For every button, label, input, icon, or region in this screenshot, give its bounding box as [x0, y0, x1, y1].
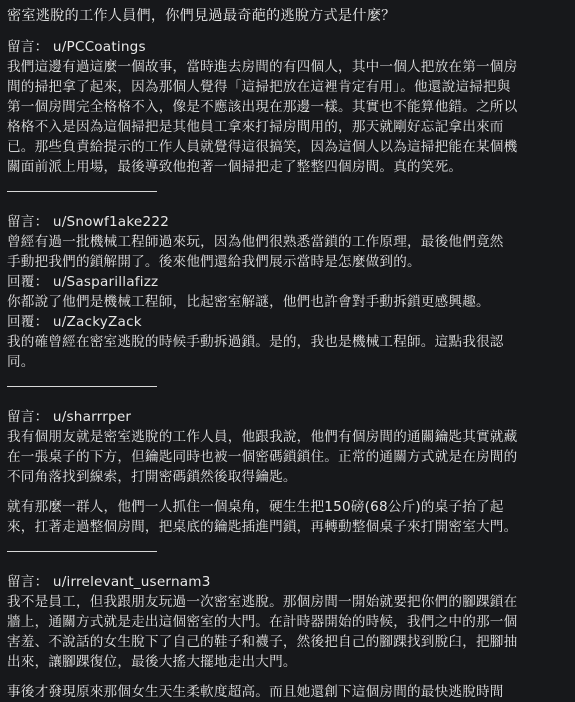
comment-body — [7, 592, 569, 672]
paragraph-gap — [7, 487, 569, 497]
comment-body — [7, 57, 569, 177]
text-line: 關面前派上用場，最後導致他抱著一個掃把走了整整四個房間。真的笑死。 — [7, 159, 463, 175]
comment-author: 留言： u/Snowf1ake222 — [7, 214, 170, 230]
text-line: 格格不入是因為這個掃把是其他員工拿來打掃房間用的，那天就剛好忘記拿出來而 — [7, 119, 504, 135]
comment-author: 留言： u/irrelevant_usernam3 — [7, 574, 211, 590]
reply-author: 回覆： u/Sasparillafizz — [7, 274, 159, 290]
text-line: 間的掃把拿了起來，因為那個人覺得「這掃把放在這裡肯定有用」。他還說這掃把與 — [7, 79, 511, 95]
text-line: 同。 — [7, 354, 35, 370]
text-line: 手動把我們的鎖解開了。後來他們還給我們展示當時是怎麼做到的。 — [7, 254, 421, 270]
text-line: 牆上，通關方式就是走出這個密室的大門。在計時器開始的時候，我們之中的那一個 — [7, 614, 518, 630]
comment-author: 留言： u/PCCoatings — [7, 39, 146, 55]
text-line: 事後才發現原來那個女生天生柔軟度超高。而且她還創下這個房間的最快逃脫時間 — [7, 684, 504, 700]
paragraph-gap — [7, 672, 569, 682]
text-line: 我的確曾經在密室逃脫的時候手動拆過鎖。是的，我也是機械工程師。這點我很認 — [7, 334, 504, 350]
comment-post — [7, 212, 569, 372]
text-line: 第一個房間完全格格不入，像是不應該出現在那邊一樣。其實也不能算他錯。之所以 — [7, 99, 518, 115]
comment-post — [7, 572, 569, 702]
comment-post — [7, 37, 569, 177]
page-title: 密室逃脫的工作人員們，你們見過最奇葩的逃脫方式是什麼？ — [7, 8, 396, 24]
text-line: 害羞、不說話的女生脫下了自己的鞋子和襪子，然後把自己的腳踝找到脫臼，把腳抽 — [7, 634, 518, 650]
text-line: 已。那些負責給提示的工作人員就覺得這很搞笑，因為這個人以為這掃把能在某個機 — [7, 139, 518, 155]
text-line: 我不是員工，但我跟朋友玩過一次密室逃脫。那個房間一開始就要把你們的腳踝鎖在 — [7, 594, 518, 610]
text-line: 出來，讓腳踝復位，最後大搖大擺地走出大門。 — [7, 654, 297, 670]
comment-body — [7, 497, 569, 537]
comment-author: 留言： u/sharrrper — [7, 409, 132, 425]
section-divider — [7, 386, 157, 387]
text-line: 就有那麼一群人，他們一人抓住一個桌角，硬生生把150磅(68公斤)的桌子抬了起 — [7, 499, 504, 515]
text-line: 在一張桌子的下方，但鑰匙同時也被一個密碼鎖鎖住。正常的通關方式就是在房間的 — [7, 449, 518, 465]
text-line: 你都說了他們是機械工程師，比起密室解謎，他們也許會對手動拆鎖更感興趣。 — [7, 294, 490, 310]
text-line: 曾經有過一批機械工程師過來玩，因為他們很熟悉當鎖的工作原理，最後他們竟然 — [7, 234, 504, 250]
section-divider — [7, 551, 157, 552]
text-line: 我們這邊有過這麼一個故事，當時進去房間的有四個人，其中一個人把放在第一個房 — [7, 59, 518, 75]
text-line: 來，扛著走過整個房間，把桌底的鑰匙插進門鎖，再轉動整個桌子來打開密室大門。 — [7, 519, 518, 535]
comment-body — [7, 427, 569, 487]
text-line: 我有個朋友就是密室逃脫的工作人員，他跟我說，他們有個房間的通關鑰匙其實就藏 — [7, 429, 518, 445]
section-divider — [7, 191, 157, 192]
text-line: 不同角落找到線索，打開密碼鎖然後取得鑰匙。 — [7, 469, 297, 485]
page-content — [7, 6, 569, 702]
comment-body — [7, 682, 569, 702]
comment-post — [7, 407, 569, 537]
reply-author: 回覆： u/ZackyZack — [7, 314, 142, 330]
comment-body — [7, 232, 569, 372]
